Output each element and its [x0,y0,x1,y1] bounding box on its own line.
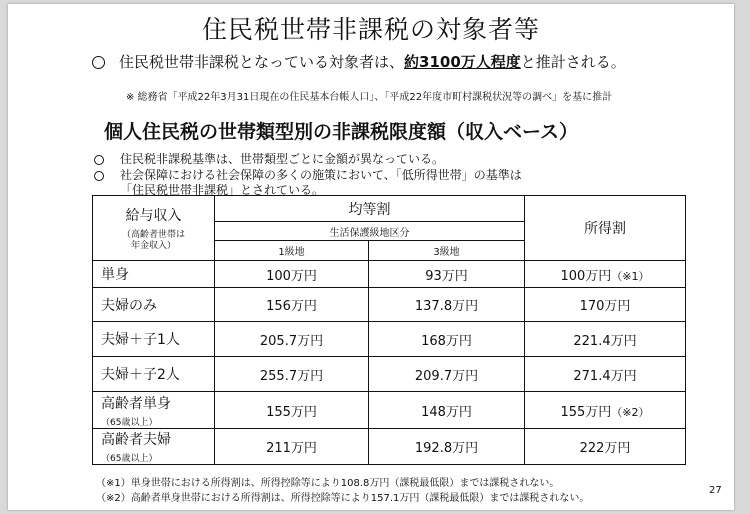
cell-shotoku-value: 100万円 [560,268,612,284]
cell-shotoku [525,429,686,465]
cell-kyu1: 205.7万円 [215,322,369,357]
slide [8,4,734,510]
header-income-label: 給与収入 [125,207,182,224]
tax-threshold-table [92,195,686,465]
cell-kyu3: 148万円 [369,392,525,429]
header-kyu3: 3級地 [369,241,525,261]
header-income-sub [93,230,214,252]
header-income-sub2: 年金収入） [130,240,176,251]
row-label-text: 高齢者夫婦 [101,432,171,448]
cell-shotoku-value: 155万円 [560,404,612,420]
cell-shotoku [525,357,686,392]
table-row [93,392,686,429]
section-subtitle: 個人住民税の世帯類型別の非課税限度額（収入ベース） [104,121,579,143]
row-label [93,322,215,357]
table-row [93,322,686,357]
header-seikatsu-hogo: 生活保護級地区分 [215,222,525,241]
row-label-text: 夫婦＋子2人 [101,367,180,383]
cell-kyu3: 137.8万円 [369,288,525,322]
header-kintowari: 均等割 [215,196,525,222]
row-label-text: 高齢者単身 [101,395,171,412]
note-text: 社会保障における社会保障の多くの施策において、「低所得世帯」の基準は [120,168,522,182]
lead-highlight: 約3100万人程度 [404,53,521,71]
header-income [93,196,215,261]
table-row [93,261,686,288]
footnote-1: （※1）単身世帯における所得割は、所得控除等により108.8万円（課税最低限）までは課税されない。 [96,478,560,489]
cell-kyu1: 255.7万円 [215,357,369,392]
circle-bullet-icon [92,56,105,69]
cell-kyu3: 209.7万円 [369,357,525,392]
circle-bullet-icon [94,171,104,181]
cell-kyu1: 100万円 [215,261,369,288]
cell-note-mark: （※1） [611,269,650,283]
cell-shotoku [525,392,686,429]
row-label-text: 夫婦＋子1人 [101,332,180,348]
row-label [93,288,215,322]
cell-shotoku [525,288,686,322]
cell-shotoku-value: 271.4万円 [573,368,637,384]
note-item-2-cont: 「住民税世帯非課税」とされている。 [120,183,325,197]
note-text: 住民税非課税基準は、世帯類型ごとに金額が異なっている。 [120,152,445,166]
table-row [93,357,686,392]
note-item-1 [94,150,444,167]
cell-shotoku-value: 221.4万円 [573,333,637,349]
cell-kyu3: 168万円 [369,322,525,357]
row-label-text: 単身 [101,267,129,283]
cell-note-mark: （※2） [611,405,650,419]
lead-pre: 住民税世帯非課税となっている対象者は、 [119,53,405,71]
header-income-sub1: （高齢者世帯は [121,229,185,240]
lead-statement [92,51,626,72]
page-number: 27 [709,485,722,496]
row-label [93,357,215,392]
cell-shotoku-value: 222万円 [579,441,631,456]
row-label-text: 夫婦のみ [101,297,157,314]
footnote-2: （※2）高齢者単身世帯における所得割は、所得控除等により157.1万円（課税最低限）までは課税されない。 [96,493,590,504]
table-row [93,429,686,465]
cell-shotoku [525,261,686,288]
source-note: ※ 総務省「平成22年3月31日現在の住民基本台帳人口」、「平成22年度市町村課税状況等の調べ」を基に推計 [126,92,613,103]
cell-kyu1: 155万円 [215,392,369,429]
cell-shotoku [525,322,686,357]
lead-post: と推計される。 [520,53,626,71]
header-shotokuwari: 所得割 [525,196,686,261]
cell-kyu3: 192.8万円 [369,429,525,465]
row-label [93,261,215,288]
row-label [93,429,215,465]
page-title: 住民税世帯非課税の対象者等 [201,15,540,44]
cell-kyu1: 156万円 [215,288,369,322]
cell-shotoku-value: 170万円 [579,299,631,314]
circle-bullet-icon [94,155,104,165]
cell-kyu3: 93万円 [369,261,525,288]
table-row [93,288,686,322]
header-kyu1: 1級地 [215,241,369,261]
row-label-sub: （65歳以上） [101,417,158,428]
row-label [93,392,215,429]
row-label-sub: （65歳以上） [101,454,158,464]
cell-kyu1: 211万円 [215,429,369,465]
